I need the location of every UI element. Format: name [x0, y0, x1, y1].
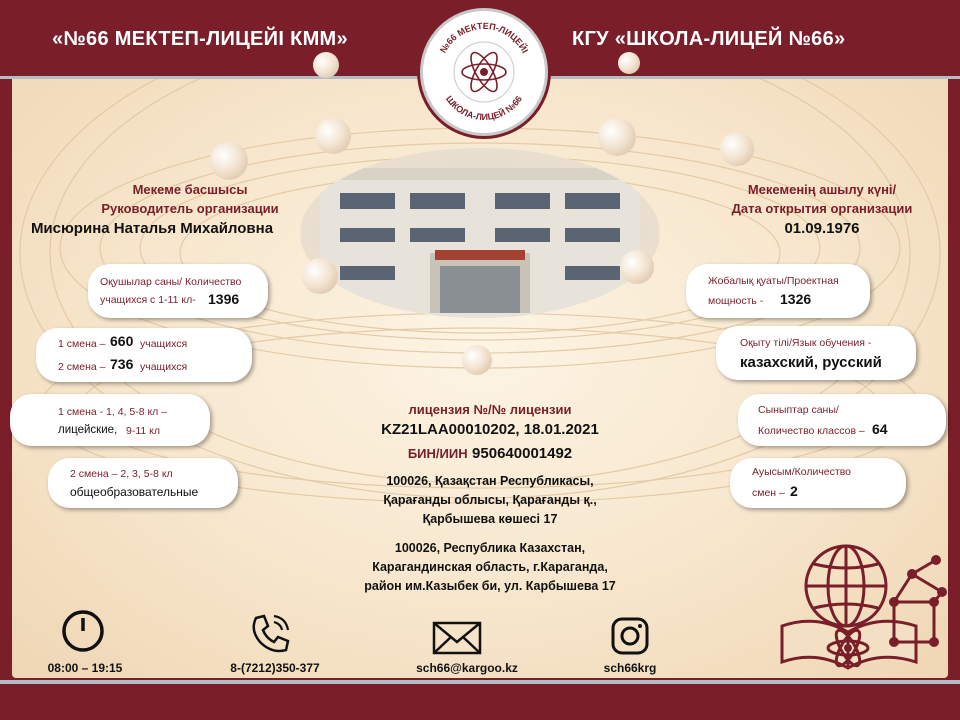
pearl-decoration [315, 118, 351, 154]
pearl-decoration [302, 258, 338, 294]
title-kz: «№66 МЕКТЕП-ЛИЦЕЙІ КММ» [52, 28, 348, 50]
pearl-decoration [598, 118, 636, 156]
shift2-value: 736 [110, 356, 134, 372]
phone-number[interactable]: 8-(7212)350-377 [230, 661, 320, 675]
classes-label-2: Количество классов – [758, 425, 865, 437]
students-pill [88, 264, 268, 318]
school-building-photo [300, 148, 660, 318]
opening-label-ru: Дата открытия организации [731, 201, 913, 216]
logo-top-text: №66 МЕКТЕП-ЛИЦЕЙІ [438, 20, 531, 55]
clock-icon [60, 608, 106, 654]
logo-bottom-text: ШКОЛА-ЛИЦЕЙ №66 [443, 93, 525, 123]
mail-icon [432, 620, 482, 656]
language-pill [716, 326, 916, 380]
shifts-label-1: Ауысым/Количество [752, 466, 852, 478]
pearl-decoration [620, 250, 654, 284]
capacity-label-2: мощность - [708, 295, 764, 307]
atom-icon [423, 11, 545, 133]
head-label-kz: Мекеме басшысы [132, 182, 248, 197]
globe-book-icon [776, 536, 952, 676]
shift1-value: 660 [110, 333, 134, 349]
classes-label-1: Сыныптар саны/ [758, 404, 839, 416]
general-line-2: общеобразовательные [70, 485, 199, 499]
classes-pill [738, 394, 946, 446]
students-value: 1396 [208, 291, 240, 307]
language-value: казахский, русский [740, 354, 882, 371]
license-label: лицензия №/№ лицензии [408, 402, 572, 417]
students-label-1: Оқушылар саны/ Количество [100, 276, 242, 288]
head-label-ru: Руководитель организации [101, 201, 279, 216]
address-ru-2: Карагандинская область, г.Караганда, [372, 560, 608, 574]
footer-band [0, 680, 960, 720]
lyceum-line-2b: 9-11 кл [126, 425, 160, 437]
capacity-value: 1326 [780, 291, 812, 307]
opening-label-kz: Мекеменің ашылу күні/ [747, 182, 897, 197]
language-label: Оқыту тілі/Язык обучения - [740, 337, 872, 349]
shift2-suffix: учащихся [140, 361, 188, 373]
address-ru-1: 100026, Республика Казахстан, [394, 541, 586, 555]
footer-divider [0, 680, 960, 684]
lyceum-line-2a: лицейские, [58, 424, 118, 436]
lyceum-line-1: 1 смена - 1, 4, 5-8 кл – [58, 406, 168, 418]
bin-row [330, 445, 650, 463]
classes-value: 64 [872, 421, 888, 437]
pearl-decoration [720, 132, 754, 166]
address-kz-1: 100026, Қазақстан Республикасы, [386, 474, 594, 488]
instagram-handle[interactable]: sch66krg [603, 661, 657, 675]
license-number: KZ21LAA00010202, 18.01.2021 [381, 421, 599, 438]
shifts-value: 2 [790, 483, 798, 499]
shifts-count-pill [730, 458, 906, 508]
capacity-label-1: Жобалық қуаты/Проектная [708, 275, 839, 287]
pearl-decoration [462, 345, 492, 375]
general-line-1: 2 смена – 2, 3, 5-8 кл [70, 468, 173, 480]
phone-icon [246, 610, 292, 656]
shift1-prefix: 1 смена – [58, 338, 106, 350]
title-ru: КГУ «ШКОЛА-ЛИЦЕЙ №66» [572, 28, 846, 50]
pearl-decoration [313, 52, 339, 78]
building-image [300, 148, 660, 318]
capacity-pill [686, 264, 870, 318]
shift1-suffix: учащихся [140, 338, 188, 350]
email-link[interactable]: sch66@kargoo.kz [416, 661, 518, 675]
students-label-2: учащихся с 1-11 кл- [100, 294, 196, 306]
bin-value: 950640001492 [472, 445, 573, 462]
bin-label: БИН/ИИН [407, 446, 468, 461]
address-ru-3: район им.Казыбек би, ул. Карбышева 17 [364, 579, 616, 593]
opening-date: 01.09.1976 [784, 220, 860, 237]
lyceum-shift-pill [10, 394, 210, 446]
instagram-icon [610, 616, 650, 656]
address-kz-3: Қарбышева көшесі 17 [422, 512, 558, 526]
address-kz-2: Қарағанды облысы, Қарағанды қ., [383, 493, 597, 507]
general-shift-pill [48, 458, 238, 508]
head-name: Мисюрина Наталья Михайловна [30, 220, 274, 237]
shift2-prefix: 2 смена – [58, 361, 106, 373]
school-logo [420, 8, 548, 136]
pearl-decoration [210, 142, 248, 180]
shifts-students-pill [36, 328, 252, 382]
shifts-label-2: смен – [752, 487, 785, 499]
working-hours: 08:00 – 19:15 [47, 661, 123, 675]
pearl-decoration [618, 52, 640, 74]
